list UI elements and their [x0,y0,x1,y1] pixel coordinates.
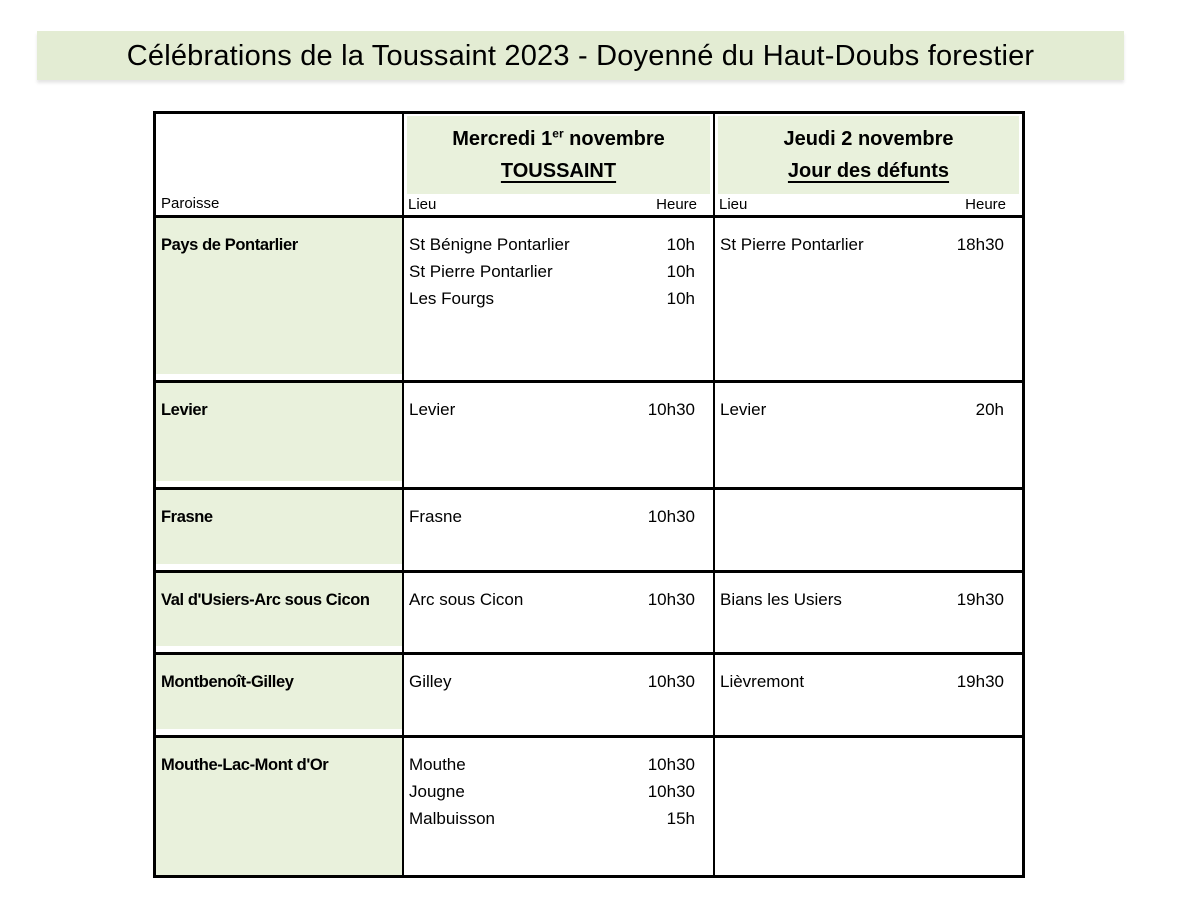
day1-cell [404,738,715,875]
service-line [404,503,713,530]
parish-cell [156,383,404,490]
service-line [404,231,713,258]
day1-lieu-column-label: Lieu [408,196,437,213]
service-heure: 10h30 [647,755,695,774]
day1-header-band [407,116,710,194]
day2-cell [715,655,1022,738]
day1-date-superscript: er [552,126,564,141]
service-heure: 10h [666,262,695,281]
day2-heure-column-label: Heure [965,196,1006,213]
service-heure: 10h [666,235,695,254]
page-title: Célébrations de la Toussaint 2023 - Doyenné du Haut-Doubs forestier [37,31,1124,80]
service-lieu: Lièvremont [720,672,805,691]
service-lieu: Les Fourgs [409,289,495,308]
day1-cell [404,490,715,573]
parish-name: Frasne [161,508,213,526]
day1-date-prefix: Mercredi 1 [452,128,553,150]
parish-cell [156,573,404,655]
day1-cell [404,655,715,738]
service-lieu: Mouthe [409,755,466,774]
day1-heure-column-label: Heure [656,196,697,213]
service-line [404,751,713,778]
service-lieu: Levier [409,400,456,419]
service-heure: 10h30 [647,782,695,801]
service-line [404,586,713,613]
parish-cell [156,655,404,738]
service-line [404,778,713,805]
service-heure: 10h30 [647,672,695,691]
service-line [404,396,713,423]
service-lieu: Malbuisson [409,809,495,828]
service-line [715,231,1022,258]
service-lieu: St Pierre Pontarlier [409,262,553,281]
service-line [715,668,1022,695]
service-lieu: Gilley [409,672,452,691]
schedule-table [153,111,1025,878]
service-lieu: Arc sous Cicon [409,590,524,609]
service-lieu: St Bénigne Pontarlier [409,235,570,254]
day1-date [407,123,710,155]
day1-date-suffix: novembre [563,128,665,150]
day2-cell [715,218,1022,383]
day2-cell [715,573,1022,655]
parish-name: Pays de Pontarlier [161,236,298,254]
day2-subtitle: Jour des défunts [787,160,950,182]
service-heure: 10h30 [647,590,695,609]
service-lieu: St Pierre Pontarlier [720,235,864,254]
service-heure: 15h [666,809,695,828]
day2-header-band [718,116,1019,194]
day2-cell [715,738,1022,875]
parish-name: Levier [161,401,208,419]
service-lieu: Jougne [409,782,465,801]
day2-cell [715,383,1022,490]
service-lieu: Levier [720,400,767,419]
day2-lieu-column-label: Lieu [719,196,748,213]
service-heure: 19h30 [956,590,1004,609]
service-lieu: Frasne [409,507,462,526]
parish-name: Montbenoît-Gilley [161,673,294,691]
service-heure: 10h [666,289,695,308]
service-heure: 10h30 [647,400,695,419]
day1-cell [404,218,715,383]
service-heure: 19h30 [956,672,1004,691]
corner-cell [156,114,404,218]
service-heure: 18h30 [956,235,1004,254]
service-line [715,396,1022,423]
parish-cell [156,738,404,875]
day1-cell [404,573,715,655]
service-line [404,258,713,285]
service-lieu: Bians les Usiers [720,590,842,609]
service-line [404,668,713,695]
parish-cell [156,490,404,573]
day1-cell [404,383,715,490]
service-line [715,586,1022,613]
day2-cell [715,490,1022,573]
service-line [404,805,713,832]
parish-name: Val d'Usiers-Arc sous Cicon [161,591,370,609]
parish-name: Mouthe-Lac-Mont d'Or [161,756,329,774]
day2-header [715,114,1022,218]
day1-header [404,114,715,218]
day2-date-prefix: Jeudi 2 novembre [783,128,954,150]
service-heure: 20h [975,400,1004,419]
day1-sublabels [404,196,713,213]
day1-subtitle: TOUSSAINT [500,160,617,182]
parish-cell [156,218,404,383]
service-line [404,285,713,312]
day2-sublabels [715,196,1022,213]
day2-date [718,123,1019,155]
service-heure: 10h30 [647,507,695,526]
paroisse-column-label: Paroisse [161,195,220,212]
